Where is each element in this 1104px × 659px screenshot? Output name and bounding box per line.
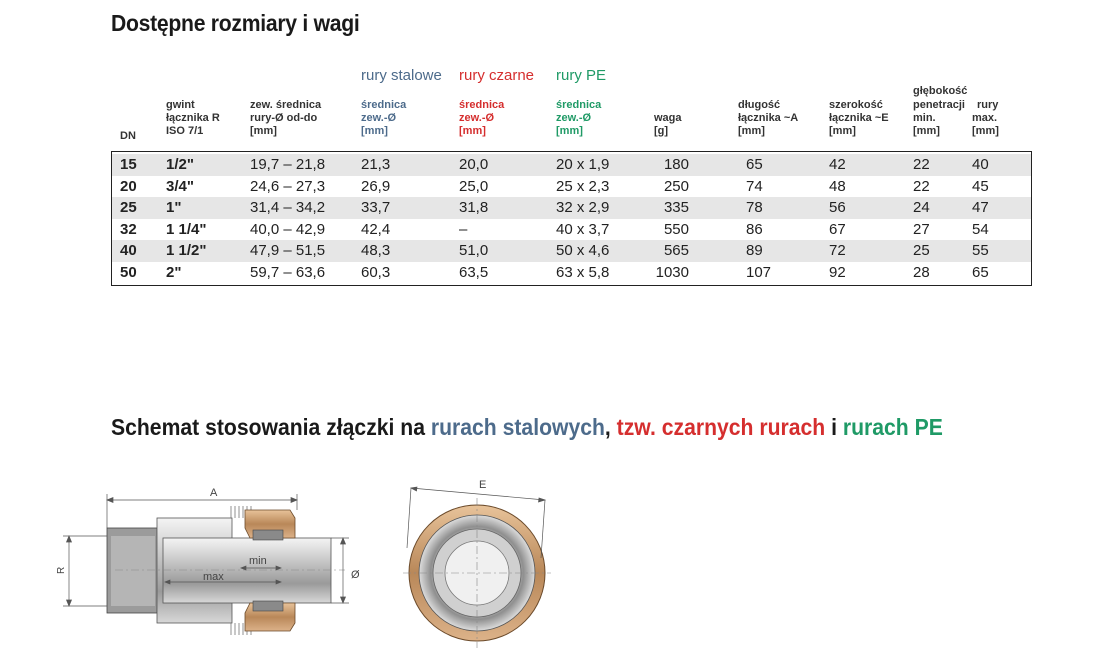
header-rury: rury bbox=[977, 99, 999, 111]
label-min: min bbox=[249, 555, 267, 567]
group-pe-pipes: rury PE bbox=[556, 67, 607, 84]
header-steel-diameter: średnica zew.-Ø [mm] bbox=[361, 99, 407, 137]
section-title-sizes: Dostępne rozmiary i wagi bbox=[111, 10, 360, 36]
label-max: max bbox=[203, 571, 224, 583]
fitting-side-view bbox=[107, 506, 345, 635]
group-black-pipes: rury czarne bbox=[459, 67, 535, 84]
dimension-r bbox=[63, 536, 107, 606]
header-szerokosc: szerokość łącznika ~E [mm] bbox=[829, 99, 889, 137]
table-row: 15 1/2" 19,7 – 21,8 21,3 20,0 20 x 1,9 180 65 42 22 40 bbox=[112, 154, 1031, 176]
fitting-diagram bbox=[45, 458, 555, 653]
table-row: 32 1 1/4" 40,0 – 42,9 42,4 – 40 x 3,7 550 86 67 27 54 bbox=[120, 220, 989, 238]
table-row: 50 2" 59,7 – 63,6 60,3 63,5 63 x 5,8 1030 107 92 28 65 bbox=[120, 263, 989, 281]
header-min: min. [mm] bbox=[913, 112, 940, 137]
label-e: E bbox=[479, 479, 487, 491]
header-gwint: gwint łącznika R ISO 7/1 bbox=[166, 99, 220, 137]
fitting-end-view bbox=[403, 498, 551, 648]
header-pe-diameter: średnica zew.-Ø [mm] bbox=[556, 99, 602, 137]
label-a: A bbox=[210, 487, 218, 499]
group-steel-pipes: rury stalowe bbox=[361, 67, 442, 84]
header-zew: zew. średnica rury-Ø od-do [mm] bbox=[250, 99, 322, 137]
header-dlugosc: długość łącznika ~A [mm] bbox=[738, 99, 799, 137]
header-max: max. [mm] bbox=[972, 112, 999, 137]
sizes-table bbox=[111, 151, 1032, 286]
header-penetracji: penetracji bbox=[913, 99, 965, 111]
label-r: R bbox=[56, 566, 67, 574]
header-waga: waga [g] bbox=[654, 112, 682, 137]
table-row: 25 1" 31,4 – 34,2 33,7 31,8 32 x 2,9 335 78 56 24 47 bbox=[112, 197, 1031, 219]
table-row: 20 3/4" 24,6 – 27,3 26,9 25,0 25 x 2,3 250 74 48 22 45 bbox=[120, 177, 989, 195]
table-row: 40 1 1/2" 47,9 – 51,5 48,3 51,0 50 x 4,6 565 89 72 25 55 bbox=[112, 240, 1031, 262]
section-title-scheme: Schemat stosowania złączki na rurach stalowych, tzw. czarnych rurach i rurach PE bbox=[111, 414, 943, 440]
header-dn: DN bbox=[120, 130, 136, 142]
header-black-diameter: średnica zew.-Ø [mm] bbox=[459, 99, 505, 137]
label-phi: Ø bbox=[351, 569, 360, 581]
dimension-phi bbox=[331, 538, 349, 603]
header-glebokosc: głębokość bbox=[913, 85, 968, 97]
